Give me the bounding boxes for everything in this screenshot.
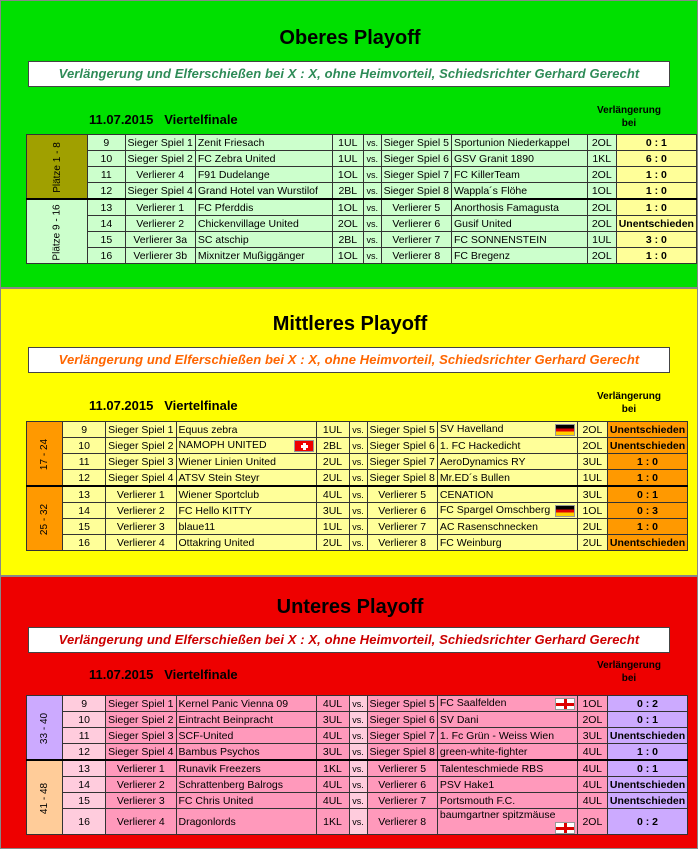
home-league: 1KL [316,760,349,777]
group-label: 33 - 40 [27,696,63,761]
playoff-section-0 [0,0,698,288]
home-league: 1UL [332,151,363,167]
table-row [27,760,688,777]
result: 1 : 0 [607,454,687,470]
home-team: FC Chris United [176,793,316,809]
away-team: Wappla´s Flöhe [451,183,587,200]
extra-time-label-bei: bei [621,118,637,129]
versus-label: vs. [349,486,367,503]
home-league: 1UL [316,519,349,535]
away-source: Sieger Spiel 5 [381,135,451,151]
home-team: Equus zebra [176,422,316,438]
result: 1 : 0 [616,248,696,264]
round-name: Viertelfinale [164,112,238,127]
home-source: Sieger Spiel 1 [125,135,195,151]
table-row [27,777,688,793]
away-team: Portsmouth F.C. [437,793,577,809]
away-league: 2UL [577,519,607,535]
away-league: 2OL [587,199,616,216]
home-source: Sieger Spiel 3 [106,454,176,470]
versus-label: vs. [363,199,381,216]
match-table [26,695,688,835]
away-league: 3UL [577,454,607,470]
match-number: 15 [63,793,106,809]
match-number: 11 [88,167,125,183]
result: 1 : 0 [616,199,696,216]
playoff-section-2 [0,576,698,849]
home-source: Sieger Spiel 2 [106,438,176,454]
result: Unentschieden [607,422,687,438]
group-label: Plätze 1 - 8 [27,135,88,200]
flag-icon [555,698,575,710]
home-team: FC Pferddis [195,199,332,216]
home-source: Sieger Spiel 3 [106,728,176,744]
versus-label: vs. [349,503,367,519]
match-number: 10 [88,151,125,167]
home-team: FC Zebra United [195,151,332,167]
home-team: Bambus Psychos [176,744,316,761]
result: 3 : 0 [616,232,696,248]
group-label: 25 - 32 [27,486,63,551]
flag-icon [294,440,314,452]
home-league: 2BL [332,232,363,248]
away-source: Sieger Spiel 7 [381,167,451,183]
result: 6 : 0 [616,151,696,167]
home-team: Wiener Sportclub [176,486,316,503]
home-league: 2BL [316,438,349,454]
match-number: 15 [88,232,125,248]
result: Unentschieden [607,793,687,809]
rules-banner: Verlängerung und Elferschießen bei X : X, ohne Heimvorteil, Schiedsrichter Gerhard Gerecht [28,61,670,87]
match-number: 9 [88,135,125,151]
versus-label: vs. [349,470,367,487]
versus-label: vs. [363,151,381,167]
home-league: 2OL [332,216,363,232]
home-source: Verlierer 1 [106,486,176,503]
away-league: 1KL [587,151,616,167]
result: 0 : 1 [616,135,696,151]
extra-time-label: Verlängerung [597,660,661,671]
away-league: 3UL [577,486,607,503]
match-number: 13 [63,486,106,503]
table-row [27,183,697,200]
home-source: Verlierer 3b [125,248,195,264]
away-league: 4UL [577,777,607,793]
result: 1 : 0 [607,519,687,535]
extra-time-header [595,390,663,416]
section-title: Oberes Playoff [279,27,421,49]
home-team: Zenit Friesach [195,135,332,151]
match-table [26,134,697,264]
section-title: Mittleres Playoff [272,313,428,335]
match-number: 13 [88,199,125,216]
versus-label: vs. [349,712,367,728]
match-number: 12 [88,183,125,200]
table-row [27,135,697,151]
away-league: 1OL [587,183,616,200]
result: 0 : 1 [607,760,687,777]
home-league: 1UL [332,135,363,151]
versus-label: vs. [349,728,367,744]
away-league: 4UL [577,793,607,809]
away-team: FC Bregenz [451,248,587,264]
match-number: 9 [63,696,106,712]
home-team: Eintracht Beinpracht [176,712,316,728]
home-team: Ottakring United [176,535,316,551]
home-source: Sieger Spiel 1 [106,422,176,438]
match-number: 14 [88,216,125,232]
home-team: Chickenvillage United [195,216,332,232]
home-league: 1OL [332,167,363,183]
match-number: 16 [63,535,106,551]
home-league: 1UL [316,422,349,438]
match-number: 12 [63,744,106,761]
match-number: 15 [63,519,106,535]
away-source: Verlierer 6 [367,503,437,519]
round-date: 11.07.2015 [89,112,154,127]
match-number: 14 [63,503,106,519]
result: Unentschieden [607,728,687,744]
rules-banner: Verlängerung und Elferschießen bei X : X, ohne Heimvorteil, Schiedsrichter Gerhard Gerecht [28,347,670,373]
away-team: AC Rasenschnecken [437,519,577,535]
home-team: Kernel Panic Vienna 09 [176,696,316,712]
match-table [26,421,688,551]
home-source: Sieger Spiel 2 [106,712,176,728]
table-row [27,696,688,712]
home-source: Sieger Spiel 4 [106,744,176,761]
versus-label: vs. [363,167,381,183]
home-team: F91 Dudelange [195,167,332,183]
home-league: 4UL [316,696,349,712]
table-row [27,712,688,728]
away-league: 1OL [577,696,607,712]
versus-label: vs. [363,232,381,248]
home-source: Verlierer 3a [125,232,195,248]
away-league: 4UL [577,760,607,777]
home-league: 4UL [316,777,349,793]
round-header [89,667,238,682]
result: 0 : 3 [607,503,687,519]
away-team: FC KillerTeam [451,167,587,183]
extra-time-label-bei: bei [621,404,637,415]
versus-label: vs. [363,183,381,200]
table-row [27,535,688,551]
extra-time-label: Verlängerung [597,105,661,116]
home-source: Verlierer 2 [106,777,176,793]
table-row [27,793,688,809]
table-row [27,809,688,835]
versus-label: vs. [363,216,381,232]
home-team: Grand Hotel van Wurstilof [195,183,332,200]
away-team: Anorthosis Famagusta [451,199,587,216]
away-source: Verlierer 7 [381,232,451,248]
result: 0 : 2 [607,696,687,712]
away-team: SV Dani [437,712,577,728]
table-row [27,167,697,183]
result: 1 : 0 [616,167,696,183]
away-source: Sieger Spiel 5 [367,696,437,712]
round-date: 11.07.2015 [89,398,154,413]
home-source: Verlierer 4 [106,809,176,835]
away-team: CENATION [437,486,577,503]
away-team: Sportunion Niederkappel [451,135,587,151]
result: Unentschieden [616,216,696,232]
away-source: Verlierer 8 [381,248,451,264]
away-source: Verlierer 7 [367,519,437,535]
home-source: Verlierer 3 [106,793,176,809]
group-label: Plätze 9 - 16 [27,199,88,264]
away-team: Mr.ED´s Bullen [437,470,577,487]
table-row [27,199,697,216]
home-team: NAMOPH UNITED [176,438,316,454]
match-number: 16 [88,248,125,264]
section-title: Unteres Playoff [276,596,424,618]
away-team: Talenteschmiede RBS [437,760,577,777]
home-team: Wiener Linien United [176,454,316,470]
away-league: 2OL [577,809,607,835]
table-row [27,728,688,744]
away-league: 2OL [587,216,616,232]
result: Unentschieden [607,535,687,551]
home-team: Schrattenberg Balrogs [176,777,316,793]
away-team: FC SONNENSTEIN [451,232,587,248]
result: Unentschieden [607,438,687,454]
versus-label: vs. [349,535,367,551]
round-date: 11.07.2015 [89,667,154,682]
group-label: 17 - 24 [27,422,63,487]
table-row [27,151,697,167]
home-league: 2BL [332,183,363,200]
flag-icon [555,424,575,436]
result: 1 : 0 [607,744,687,761]
home-source: Verlierer 2 [125,216,195,232]
home-source: Verlierer 2 [106,503,176,519]
away-team: GSV Granit 1890 [451,151,587,167]
table-row [27,519,688,535]
result: 0 : 1 [607,712,687,728]
home-league: 2UL [316,470,349,487]
away-source: Verlierer 6 [381,216,451,232]
match-number: 11 [63,454,106,470]
home-source: Verlierer 3 [106,519,176,535]
versus-label: vs. [363,248,381,264]
home-league: 4UL [316,793,349,809]
match-number: 10 [63,438,106,454]
home-source: Sieger Spiel 2 [125,151,195,167]
flag-icon [555,822,575,834]
home-league: 3UL [316,712,349,728]
table-row [27,744,688,761]
home-team: Runavik Freezers [176,760,316,777]
home-team: FC Hello KITTY [176,503,316,519]
away-source: Verlierer 8 [367,535,437,551]
away-team: AeroDynamics RY [437,454,577,470]
away-source: Verlierer 5 [367,760,437,777]
away-league: 2OL [587,248,616,264]
home-team: SCF-United [176,728,316,744]
away-league: 1OL [577,503,607,519]
away-source: Verlierer 8 [367,809,437,835]
table-row [27,216,697,232]
versus-label: vs. [349,760,367,777]
round-header [89,398,238,413]
away-league: 2OL [587,135,616,151]
versus-label: vs. [349,744,367,761]
home-team: blaue11 [176,519,316,535]
round-name: Viertelfinale [164,667,238,682]
table-row [27,422,688,438]
away-team: FC Spargel Omschberg [437,503,577,519]
playoff-section-1 [0,288,698,576]
away-league: 2OL [577,438,607,454]
result: 1 : 0 [616,183,696,200]
away-team: FC Saalfelden [437,696,577,712]
result: 1 : 0 [607,470,687,487]
away-team: SV Havelland [437,422,577,438]
home-team: Dragonlords [176,809,316,835]
away-source: Verlierer 5 [367,486,437,503]
home-league: 1OL [332,199,363,216]
extra-time-header [595,659,663,685]
home-source: Verlierer 1 [125,199,195,216]
away-source: Sieger Spiel 6 [367,438,437,454]
table-row [27,232,697,248]
table-row [27,454,688,470]
versus-label: vs. [349,777,367,793]
versus-label: vs. [349,793,367,809]
home-league: 1OL [332,248,363,264]
home-source: Sieger Spiel 4 [125,183,195,200]
result: 0 : 2 [607,809,687,835]
match-number: 16 [63,809,106,835]
away-league: 2UL [577,535,607,551]
match-number: 13 [63,760,106,777]
versus-label: vs. [363,135,381,151]
home-league: 4UL [316,486,349,503]
versus-label: vs. [349,696,367,712]
away-league: 1UL [577,470,607,487]
extra-time-label: Verlängerung [597,391,661,402]
away-source: Verlierer 7 [367,793,437,809]
home-source: Verlierer 1 [106,760,176,777]
versus-label: vs. [349,809,367,835]
away-source: Sieger Spiel 8 [381,183,451,200]
away-league: 2OL [587,167,616,183]
away-team: green-white-fighter [437,744,577,761]
home-team: Mixnitzer Mußiggänger [195,248,332,264]
away-team: 1. FC Hackedicht [437,438,577,454]
home-league: 4UL [316,728,349,744]
away-source: Sieger Spiel 7 [367,454,437,470]
away-source: Sieger Spiel 6 [367,712,437,728]
round-header [89,112,238,127]
flag-icon [555,505,575,517]
home-source: Sieger Spiel 1 [106,696,176,712]
match-number: 9 [63,422,106,438]
extra-time-label-bei: bei [621,673,637,684]
away-team: PSV Hake1 [437,777,577,793]
round-name: Viertelfinale [164,398,238,413]
table-row [27,470,688,487]
result: Unentschieden [607,777,687,793]
versus-label: vs. [349,438,367,454]
away-source: Verlierer 5 [381,199,451,216]
match-number: 14 [63,777,106,793]
home-source: Verlierer 4 [125,167,195,183]
extra-time-header [595,104,663,130]
home-league: 3UL [316,503,349,519]
home-team: ATSV Stein Steyr [176,470,316,487]
match-number: 12 [63,470,106,487]
home-source: Verlierer 4 [106,535,176,551]
away-team: FC Weinburg [437,535,577,551]
home-league: 2UL [316,535,349,551]
away-source: Sieger Spiel 8 [367,470,437,487]
away-league: 2OL [577,712,607,728]
rules-banner: Verlängerung und Elferschießen bei X : X, ohne Heimvorteil, Schiedsrichter Gerhard Gerecht [28,627,670,653]
versus-label: vs. [349,454,367,470]
away-league: 1UL [587,232,616,248]
versus-label: vs. [349,422,367,438]
group-label: 41 - 48 [27,760,63,835]
away-team: Gusif United [451,216,587,232]
versus-label: vs. [349,519,367,535]
away-league: 3UL [577,728,607,744]
away-source: Sieger Spiel 7 [367,728,437,744]
away-source: Sieger Spiel 8 [367,744,437,761]
away-league: 2OL [577,422,607,438]
away-team: 1. Fc Grün - Weiss Wien [437,728,577,744]
away-source: Sieger Spiel 6 [381,151,451,167]
home-league: 3UL [316,744,349,761]
home-source: Sieger Spiel 4 [106,470,176,487]
home-league: 1KL [316,809,349,835]
away-source: Sieger Spiel 5 [367,422,437,438]
away-source: Verlierer 6 [367,777,437,793]
match-number: 10 [63,712,106,728]
away-team: baumgartner spitzmäuse [437,809,577,835]
table-row [27,248,697,264]
table-row [27,503,688,519]
result: 0 : 1 [607,486,687,503]
home-team: SC atschip [195,232,332,248]
table-row [27,438,688,454]
match-number: 11 [63,728,106,744]
table-row [27,486,688,503]
away-league: 4UL [577,744,607,761]
home-league: 2UL [316,454,349,470]
